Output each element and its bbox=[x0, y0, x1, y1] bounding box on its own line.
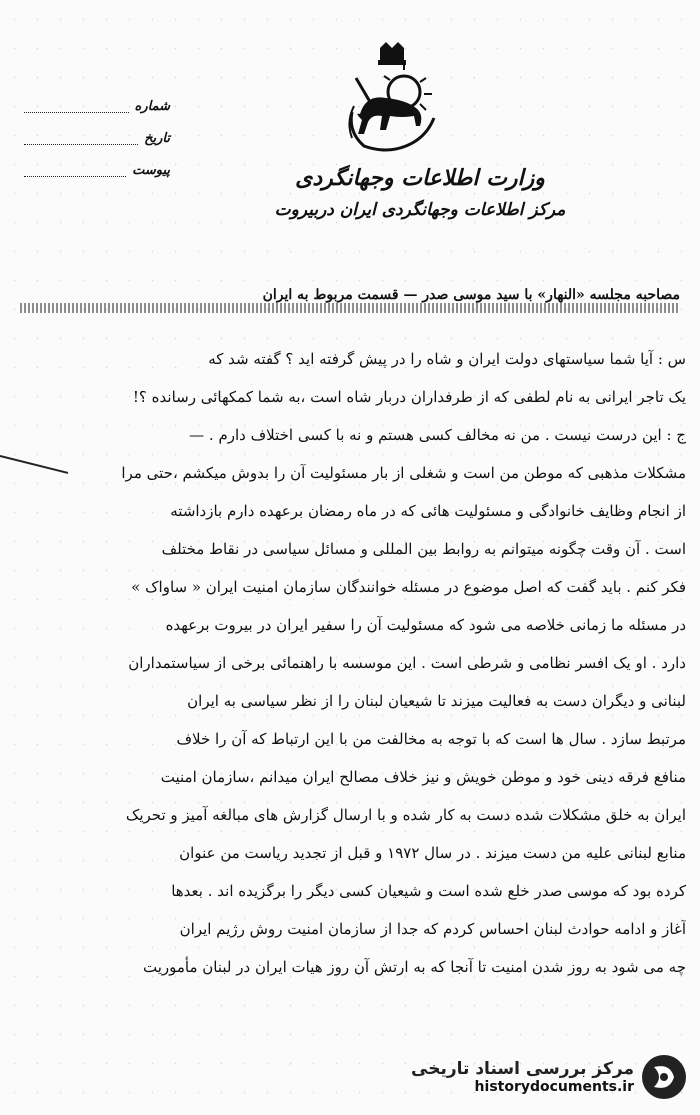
body-line: است . آن وقت چگونه میتوانم به روابط بین المللی و مسائل سیاسی در نقاط مختلف bbox=[161, 540, 686, 558]
number-label: شماره bbox=[134, 98, 170, 114]
header-fields bbox=[20, 90, 170, 186]
body-line: مرتبط سازد . سال ها است که با توجه به مخالفت من با این ارتباط که آن را خلاف bbox=[176, 730, 686, 748]
archive-logo-icon bbox=[640, 1053, 688, 1101]
document-subject bbox=[20, 285, 680, 317]
body-line: فکر کنم . باید گفت که اصل موضوع در مسئله خوانندگان سازمان امنیت ایران « ساواک » bbox=[131, 578, 686, 596]
body-line: منابع لبنانی علیه من دست میزند . در سال ۱۹۷۲ و قبل از تجدید ریاست من عنوان bbox=[179, 844, 686, 862]
ministry-title: وزارت اطلاعات وجهانگردی bbox=[295, 165, 545, 191]
body-line: دارد . او یک افسر نظامی و شرطی است . این موسسه با راهنمائی برخی از سیاستمداران bbox=[128, 654, 686, 672]
watermark-url: historydocuments.ir bbox=[474, 1079, 634, 1095]
body-line: کرده بود که موسی صدر خلع شده است و شیعیان کسی دیگر را برگزیده اند . بعدها bbox=[171, 882, 686, 900]
watermark bbox=[398, 1047, 688, 1107]
body-line: یک تاجر ایرانی به نام لطفی که از طرفداران دربار شاه است ،به شما کمکهائی رسانده ؟! bbox=[132, 388, 686, 406]
subject-underline bbox=[20, 303, 680, 313]
date-field bbox=[20, 122, 170, 154]
body-line: ج : این درست نیست . من نه مخالف کسی هستم و نه با کسی اختلاف دارم . — bbox=[189, 426, 686, 444]
body-line: از انجام وظایف خانوادگی و مسئولیت هائی که در ماه رمضان برعهده دارم بازداشته bbox=[170, 502, 686, 520]
number-field bbox=[20, 90, 170, 122]
body-line: لبنانی و دیگران دست به فعالیت میزند تا شیعیان لبنان را از نظر سیاسی به ایران bbox=[187, 692, 686, 710]
attachment-label: پیوست bbox=[132, 162, 170, 178]
body-line: مشکلات مذهبی که موطن من است و شغلی از بار مسئولیت آن را بدوش میکشم ،حتی مرا bbox=[121, 464, 686, 482]
center-title: مرکز اطلاعات وجهانگردی ایران دربیروت bbox=[274, 200, 566, 220]
document-body bbox=[14, 340, 686, 986]
body-line: آغاز و ادامه حوادث لبنان احساس کردم که جدا از سازمان امنیت روش رژیم ایران bbox=[179, 920, 686, 938]
subject-text: مصاحبه مجلسه «النهار» با سید موسی صدر — قسمت مربوط به ایران bbox=[262, 287, 680, 303]
body-line: در مسئله ما زمانی خلاصه می شود که مسئولیت آن را سفیر ایران در بیروت برعهده bbox=[165, 616, 686, 634]
body-line: منافع فرقه دینی خود و موطن خویش و نیز خلاف مصالح ایران میدانم ،سازمان امنیت bbox=[160, 768, 686, 786]
lion-and-sun-emblem-icon bbox=[346, 42, 438, 154]
attachment-field bbox=[20, 154, 170, 186]
date-label: تاریخ bbox=[144, 130, 170, 146]
body-line: س : آیا شما سیاستهای دولت ایران و شاه را در پیش گرفته اید ؟ گفته شد که bbox=[208, 350, 686, 368]
body-line: چه می شود به روز شدن امنیت تا آنجا که به ارتش آن روز هیات ایران در لبنان مأموریت bbox=[142, 958, 686, 976]
watermark-title: مرکز بررسی اسناد تاریخی bbox=[411, 1059, 634, 1079]
body-line: ایران به خلق مشکلات شده دست به کار شده و با ارسال گزارش های مبالغه آمیز و تحریک bbox=[125, 806, 686, 824]
